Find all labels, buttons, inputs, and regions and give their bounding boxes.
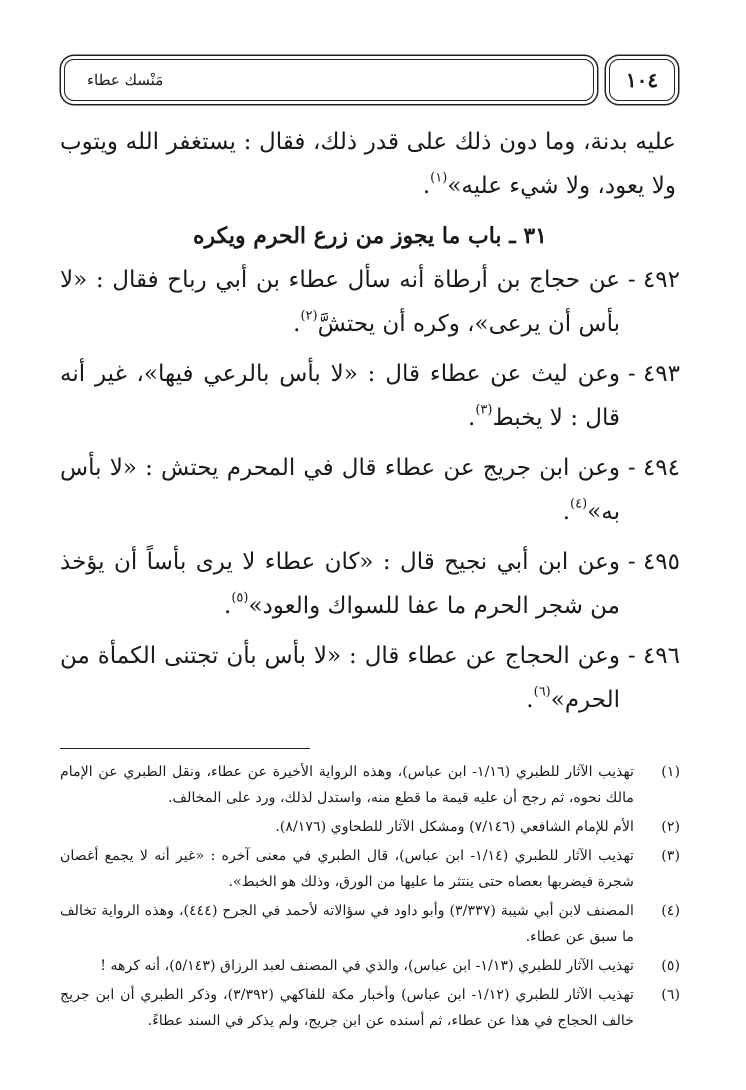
footnote-ref: (٢) bbox=[300, 308, 318, 324]
footnote-separator bbox=[60, 748, 310, 749]
page-number-box bbox=[609, 59, 675, 101]
footnote-number: (٢) bbox=[661, 819, 680, 835]
entry-body: وعن ابن جريج عن عطاء قال في المحرم يحتش : «لا بأس به» bbox=[60, 455, 620, 525]
running-title: مَنْسك عطاء bbox=[87, 71, 164, 89]
entry-number: ٤٩٣ - bbox=[627, 361, 680, 387]
footnote-text: تهذيب الآثار للطبري (١/١٤- ابن عباس)، قال الطبري في معنى آخره : «غير أنه لا يجمع أغصان شجرة فيضربها بعصاه حتى ينتثر ما عليها من الورق، وذلك هو الخبط». bbox=[60, 848, 634, 890]
entry-body: عن حجاج بن أرطاة أنه سأل عطاء بن أبي رباح فقال : «لا بأس أن يرعى»، وكره أن يحتشَّ bbox=[60, 267, 620, 337]
footnote-ref: (١) bbox=[430, 170, 448, 186]
footnote bbox=[60, 953, 680, 979]
entry-text: وعن ابن جريج عن عطاء قال في المحرم يحتش : «لا بأس به»$^{(٤)}$. bbox=[60, 455, 620, 525]
footnote-number: (٥) bbox=[661, 958, 680, 974]
footnote-number: (١) bbox=[661, 764, 680, 780]
hadith-entry bbox=[60, 258, 680, 346]
entry-text: وعن ابن أبي نجيح قال : «كان عطاء لا يرى بأساً أن يؤخذ من شجر الحرم ما عفا للسواك والعود»$^{(٥)}$. bbox=[60, 549, 620, 619]
main-text bbox=[60, 120, 680, 722]
footnote bbox=[60, 898, 680, 950]
page-header bbox=[60, 56, 680, 104]
running-title-box bbox=[64, 59, 594, 101]
entry-text: وعن الحجاج عن عطاء قال : «لا بأس بأن تجتنى الكمأة من الحرم»$^{(٦)}$. bbox=[60, 643, 620, 713]
footnote-ref: (٥) bbox=[231, 590, 249, 606]
footnote bbox=[60, 759, 680, 811]
footnotes bbox=[60, 759, 680, 1034]
footnote-ref: (٦) bbox=[533, 684, 551, 700]
footnote bbox=[60, 982, 680, 1034]
footnote bbox=[60, 814, 680, 840]
entry-text: وعن ليث عن عطاء قال : «لا بأس بالرعي فيها»، غير أنه قال : لا يخبط$^{(٣)}$. bbox=[60, 361, 620, 431]
hadith-entry bbox=[60, 634, 680, 722]
footnote-text: المصنف لابن أبي شيبة (٣/٣٣٧) وأبو داود في سؤالاته لأحمد في الجرح (٤٤٤)، وهذه الرواية تخالف ما سبق عن عطاء. bbox=[60, 903, 634, 945]
entry-number: ٤٩٦ - bbox=[627, 643, 680, 669]
entry-body: وعن ابن أبي نجيح قال : «كان عطاء لا يرى بأساً أن يؤخذ من شجر الحرم ما عفا للسواك والعود» bbox=[60, 549, 620, 619]
hadith-entry bbox=[60, 446, 680, 534]
footnote-text: الأم للإمام الشافعي (٧/١٤٦) ومشكل الآثار للطحاوي (٨/١٧٦). bbox=[275, 819, 634, 835]
section-title: ٣١ ـ باب ما يجوز من زرع الحرم ويكره bbox=[193, 223, 547, 249]
footnote-ref: (٣) bbox=[475, 402, 493, 418]
footnote-text: تهذيب الآثار للطبري (١/١٢- ابن عباس) وأخبار مكة للفاكهي (٣/٣٩٢)، وذكر الطبري أن ابن جريج خالف الحجاج في هذا عن عطاء، ثم أسنده عن ابن جريج، ولم يذكر في السند عطاءً. bbox=[60, 987, 634, 1029]
entry-number: ٤٩٥ - bbox=[627, 549, 680, 575]
footnote-number: (٣) bbox=[661, 848, 680, 864]
entry-text: عن حجاج بن أرطاة أنه سأل عطاء بن أبي رباح فقال : «لا بأس أن يرعى»، وكره أن يحتشَّ$^{(٢)}$. bbox=[60, 267, 620, 337]
intro-paragraph: عليه بدنة، وما دون ذلك على قدر ذلك، فقال : يستغفر الله ويتوب ولا يعود، ولا شيء عليه»$^{(١)}$. bbox=[60, 129, 676, 199]
entry-number: ٤٩٤ - bbox=[627, 455, 680, 481]
footnote-text: تهذيب الآثار للطبري (١/١٣- ابن عباس)، والذي في المصنف لعبد الرزاق (٥/١٤٣)، أنه كرهه ! bbox=[100, 958, 634, 974]
entry-body: وعن ليث عن عطاء قال : «لا بأس بالرعي فيها»، غير أنه قال : لا يخبط bbox=[60, 361, 620, 431]
page-number: ١٠٤ bbox=[625, 68, 659, 92]
hadith-entry bbox=[60, 352, 680, 440]
footnote-text: تهذيب الآثار للطبري (١/١٦- ابن عباس)، وهذه الرواية الأخيرة عن عطاء، ونقل الطبري عن الإمام مالك نحوه، ثم رجح أن عليه قيمة ما قطع منه، واستدل لذلك، ورد على المخالف. bbox=[60, 764, 634, 806]
footnote-number: (٤) bbox=[661, 903, 680, 919]
footnote-number: (٦) bbox=[661, 987, 680, 1003]
entry-number: ٤٩٢ - bbox=[627, 267, 680, 293]
intro-text: عليه بدنة، وما دون ذلك على قدر ذلك، فقال : يستغفر الله ويتوب ولا يعود، ولا شيء عليه» bbox=[60, 129, 676, 199]
entry-body: وعن الحجاج عن عطاء قال : «لا بأس بأن تجتنى الكمأة من الحرم» bbox=[60, 643, 620, 713]
hadith-entry bbox=[60, 540, 680, 628]
footnote bbox=[60, 843, 680, 895]
footnote-ref: (٤) bbox=[570, 496, 588, 512]
book-page bbox=[60, 56, 680, 1066]
